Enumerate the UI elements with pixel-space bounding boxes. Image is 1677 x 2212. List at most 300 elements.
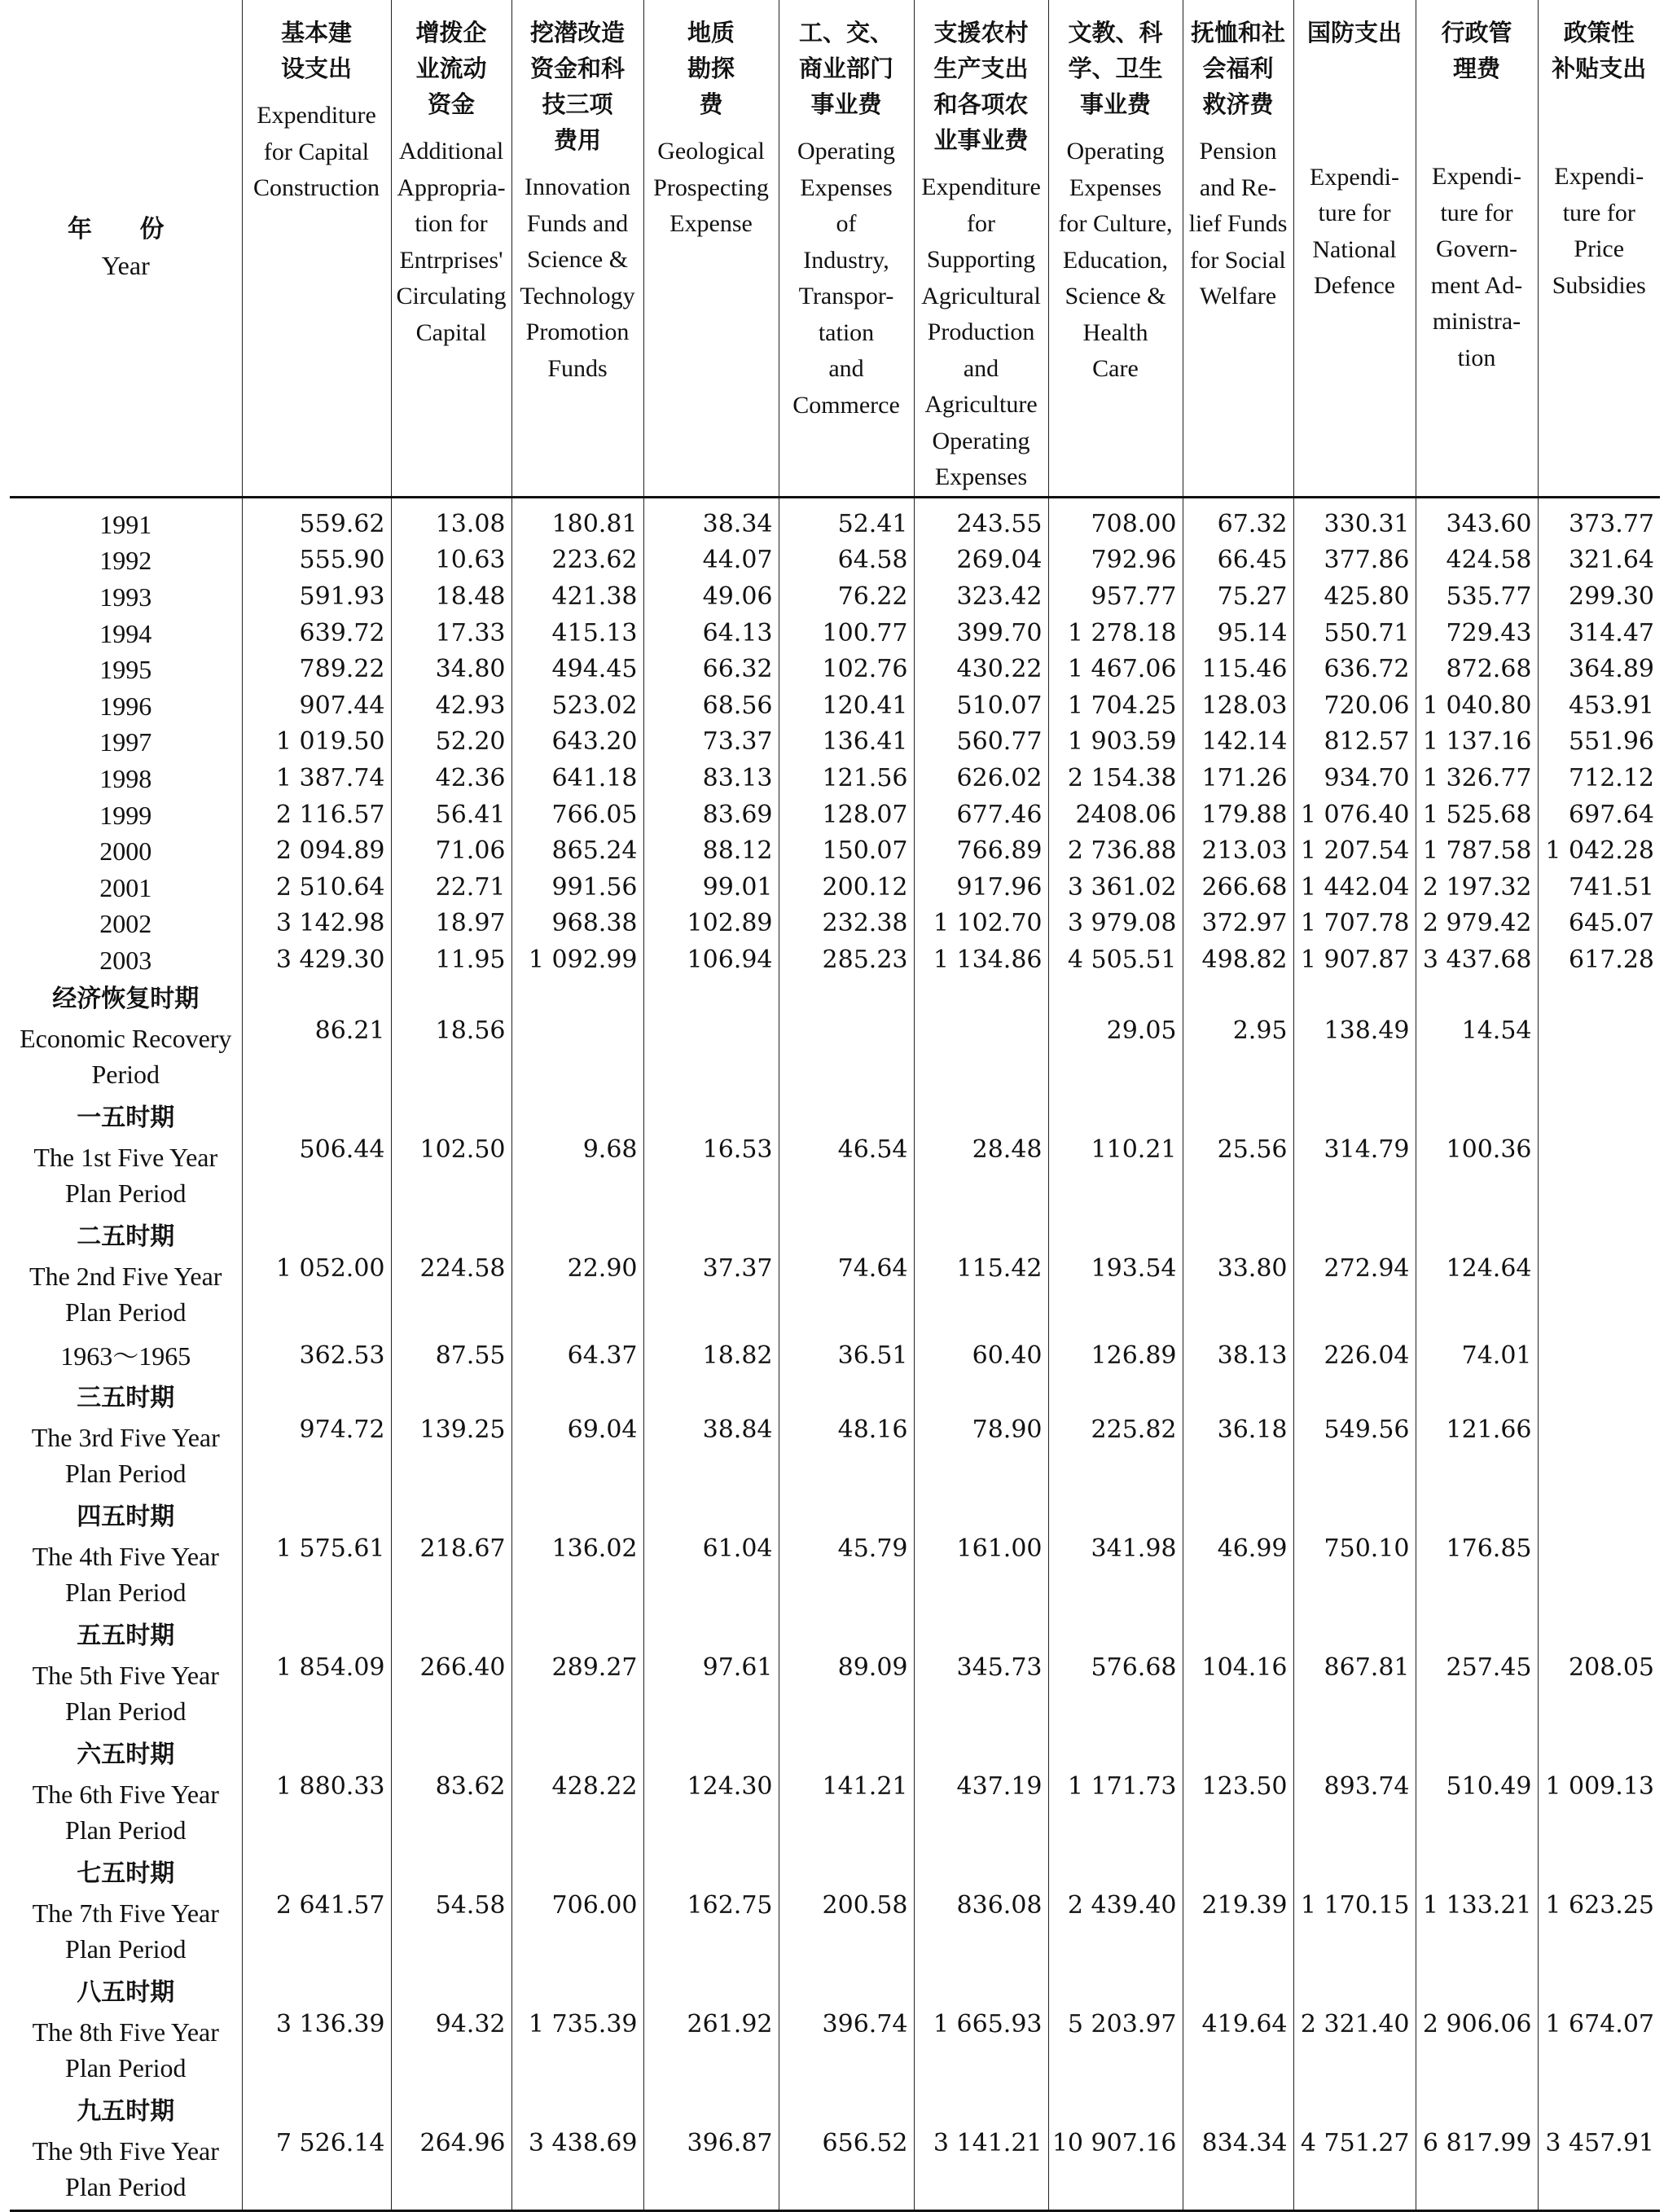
table-cell: 115.46 (1183, 652, 1293, 688)
table-cell: 38.34 (643, 497, 779, 542)
column-header (242, 0, 391, 497)
table-cell: 104.16 (1183, 1615, 1293, 1734)
column-header-zh: 抚恤和社 (1190, 19, 1285, 46)
table-cell: 645.07 (1538, 906, 1660, 942)
column-header-en-line: Operating (797, 138, 895, 165)
table-cell: 560.77 (914, 724, 1048, 761)
table-cell: 83.13 (643, 761, 779, 797)
table-cell: 1 525.68 (1416, 797, 1538, 833)
table-cell: 559.62 (242, 497, 391, 542)
table-cell: 83.62 (391, 1734, 511, 1853)
column-header-en-line: Education, (1062, 246, 1169, 274)
table-cell: 66.45 (1183, 542, 1293, 579)
table-cell: 95.14 (1183, 615, 1293, 652)
column-header-zh: 支援农村 (933, 19, 1029, 46)
table-cell: 10 907.16 (1048, 2091, 1183, 2211)
period-label-zh: 经济恢复时期 (52, 985, 200, 1014)
column-header-en-line: Science & (1065, 283, 1166, 309)
table-cell: 836.08 (914, 1853, 1048, 1972)
column-header-en-line: tation (818, 318, 875, 346)
table-cell (1538, 1377, 1660, 1496)
column-header (779, 0, 914, 497)
column-header-en-line: Expenses (1069, 173, 1162, 201)
period-row (10, 1853, 1660, 1972)
table-cell: 121.66 (1416, 1377, 1538, 1496)
year-header-en: Year (101, 251, 150, 281)
table-cell: 9.68 (511, 1097, 643, 1216)
table-cell: 377.86 (1293, 542, 1416, 579)
table-cell (1538, 978, 1660, 1097)
column-header-zh: 事业费 (1079, 90, 1151, 118)
row-year-label: 2002 (99, 909, 152, 939)
column-header-zh: 资金和科 (529, 55, 625, 82)
table-cell: 88.12 (643, 833, 779, 870)
table-cell: 29.05 (1048, 978, 1183, 1097)
table-cell: 510.07 (914, 687, 1048, 724)
table-cell: 1 880.33 (242, 1734, 391, 1853)
row-year-label: 1991 (99, 509, 152, 539)
table-cell: 550.71 (1293, 615, 1416, 652)
period-row (10, 1615, 1660, 1734)
row-year-label: 1993 (99, 582, 152, 612)
column-header-zh: 事业费 (810, 90, 882, 118)
table-cell: 917.96 (914, 869, 1048, 906)
period-row (10, 1216, 1660, 1335)
table-cell: 213.03 (1183, 833, 1293, 870)
row-period-label (10, 1496, 242, 1615)
table-cell: 974.72 (242, 1377, 391, 1496)
column-header-en-line: Industry, (803, 246, 889, 274)
period-label-en: Plan Period (65, 1178, 187, 1209)
table-cell: 3 141.21 (914, 2091, 1048, 2211)
period-label-zh: 六五时期 (77, 1740, 175, 1770)
column-header-zh: 补贴支出 (1552, 55, 1647, 82)
table-cell: 506.44 (242, 1097, 391, 1216)
column-header-zh: 设支出 (280, 55, 352, 82)
table-cell: 373.77 (1538, 497, 1660, 542)
table-cell (1538, 1496, 1660, 1615)
column-header-en-line: Capital (415, 318, 487, 346)
row-year-label: 1992 (99, 546, 152, 576)
table-cell: 3 429.30 (242, 942, 391, 979)
table-cell: 1 009.13 (1538, 1734, 1660, 1853)
table-cell: 2 116.57 (242, 797, 391, 833)
table-cell: 323.42 (914, 579, 1048, 616)
table-cell: 2 641.57 (242, 1853, 391, 1972)
row-year-label: 1999 (99, 800, 152, 830)
period-label-en: Plan Period (65, 2053, 187, 2083)
expenditure-table (10, 0, 1660, 2212)
table-cell: 364.89 (1538, 652, 1660, 688)
table-cell: 789.22 (242, 652, 391, 688)
table-cell: 269.04 (914, 542, 1048, 579)
table-cell: 720.06 (1293, 687, 1416, 724)
column-header-en-line: ministra- (1432, 308, 1521, 335)
table-cell: 75.27 (1183, 579, 1293, 616)
column-header-en (1185, 134, 1292, 315)
table-cell: 2 736.88 (1048, 833, 1183, 870)
table-cell: 54.58 (391, 1853, 511, 1972)
column-header-en-line: lief Funds (1188, 210, 1288, 237)
column-header (1416, 0, 1538, 497)
period-label-en: The 7th Five Year (32, 1898, 219, 1929)
table-cell: 257.45 (1416, 1615, 1538, 1734)
table-cell: 46.99 (1183, 1496, 1293, 1615)
column-header-en-line: Transpor- (798, 283, 894, 309)
table-cell: 549.56 (1293, 1377, 1416, 1496)
table-cell: 1 707.78 (1293, 906, 1416, 942)
table-cell: 957.77 (1048, 579, 1183, 616)
table-cell: 330.31 (1293, 497, 1416, 542)
table-cell: 28.48 (914, 1097, 1048, 1216)
table-cell: 1 170.15 (1293, 1853, 1416, 1972)
column-header-en (646, 134, 777, 243)
table-cell: 4 751.27 (1293, 2091, 1416, 2211)
column-header-en-line: tion for (415, 210, 488, 237)
table-cell: 52.20 (391, 724, 511, 761)
table-cell: 314.79 (1293, 1097, 1416, 1216)
column-header-en (514, 169, 642, 387)
column-header-en-line: Expenditure (921, 173, 1041, 200)
column-header-en (1540, 86, 1659, 304)
column-header-zh: 业流动 (415, 55, 487, 82)
table-cell: 535.77 (1416, 579, 1538, 616)
column-header-en-line (1296, 123, 1414, 160)
column-header-en-line: Funds (547, 354, 608, 382)
table-row (10, 579, 1660, 616)
table-cell: 1 575.61 (242, 1496, 391, 1615)
table-cell: 64.37 (511, 1335, 643, 1377)
row-year-label: 1996 (99, 691, 152, 721)
column-header-zh: 生产支出 (933, 55, 1029, 82)
table-cell: 1 042.28 (1538, 833, 1660, 870)
column-header-en (781, 134, 912, 424)
column-header-en (1418, 86, 1536, 376)
column-header-zh: 文教、科 (1068, 19, 1163, 46)
table-row (10, 797, 1660, 833)
table-cell: 25.56 (1183, 1097, 1293, 1216)
table-cell: 208.05 (1538, 1615, 1660, 1734)
column-header (643, 0, 779, 497)
year-column-header (10, 0, 242, 497)
table-cell: 1 704.25 (1048, 687, 1183, 724)
table-cell: 18.97 (391, 906, 511, 942)
table-cell: 124.30 (643, 1734, 779, 1853)
column-header-zh: 行政管 (1441, 19, 1512, 46)
table-cell: 1 854.09 (242, 1615, 391, 1734)
table-row (10, 869, 1660, 906)
column-header-en-line: Geological (657, 138, 765, 165)
table-row (10, 497, 1660, 542)
table-cell: 750.10 (1293, 1496, 1416, 1615)
column-header (914, 0, 1048, 497)
table-cell: 52.41 (779, 497, 914, 542)
table-cell: 171.26 (1183, 761, 1293, 797)
table-cell: 76.22 (779, 579, 914, 616)
table-cell: 18.56 (391, 978, 511, 1097)
table-cell: 6 817.99 (1416, 2091, 1538, 2211)
table-cell: 45.79 (779, 1496, 914, 1615)
table-cell: 636.72 (1293, 652, 1416, 688)
table-row (10, 724, 1660, 761)
column-header-en (244, 98, 389, 207)
period-row (10, 978, 1660, 1097)
column-header-en (1051, 134, 1181, 388)
period-label-en: Plan Period (65, 1297, 187, 1328)
column-header-en (393, 134, 510, 351)
column-header-zh: 业事业费 (933, 126, 1029, 154)
table-cell: 430.22 (914, 652, 1048, 688)
table-cell: 510.49 (1416, 1734, 1538, 1853)
column-header (1183, 0, 1293, 497)
table-cell: 792.96 (1048, 542, 1183, 579)
table-cell: 1 278.18 (1048, 615, 1183, 652)
table-cell: 1 171.73 (1048, 1734, 1183, 1853)
row-period-label (10, 1972, 242, 2091)
period-label-en: Plan Period (65, 1696, 187, 1727)
column-header-en-line: Expense (669, 210, 753, 237)
table-cell: 419.64 (1183, 1972, 1293, 2091)
column-header-en (916, 169, 1047, 496)
row-period-label (10, 2091, 242, 2211)
table-cell: 162.75 (643, 1853, 779, 1972)
period-label-en: Plan Period (65, 1934, 187, 1964)
table-cell (1538, 1335, 1660, 1377)
table-cell: 555.90 (242, 542, 391, 579)
column-header-en-line: ture for (1440, 199, 1513, 226)
column-header-zh: 地质 (687, 19, 735, 46)
column-header-en-line: and (963, 354, 999, 382)
period-label-en: The 4th Five Year (32, 1542, 219, 1572)
table-cell: 36.51 (779, 1335, 914, 1377)
column-header-en-line (1296, 50, 1414, 87)
table-cell: 272.94 (1293, 1216, 1416, 1335)
table-cell: 68.56 (643, 687, 779, 724)
column-header-en-line: Pension (1199, 138, 1277, 165)
table-cell: 3 979.08 (1048, 906, 1183, 942)
table-cell: 766.05 (511, 797, 643, 833)
table-cell: 102.76 (779, 652, 914, 688)
table-cell: 1 102.70 (914, 906, 1048, 942)
table-cell: 1 092.99 (511, 942, 643, 979)
table-cell: 218.67 (391, 1496, 511, 1615)
period-label-en: Plan Period (65, 1459, 187, 1489)
table-row (10, 687, 1660, 724)
table-cell: 14.54 (1416, 978, 1538, 1097)
table-cell: 1 907.87 (1293, 942, 1416, 979)
column-header-zh: 技三项 (542, 90, 613, 118)
column-header-en-line: Subsidies (1552, 271, 1646, 299)
period-label-en: Plan Period (65, 2172, 187, 2202)
column-header-zh: 勘探 (687, 55, 735, 82)
year-header-zh: 年 份 (68, 215, 184, 244)
table-cell: 38.13 (1183, 1335, 1293, 1377)
column-header-en-line (1540, 86, 1659, 123)
row-period-label (10, 1097, 242, 1216)
column-header-en-line: Expendi- (1432, 163, 1521, 190)
period-label-en: The 1st Five Year (33, 1143, 218, 1173)
table-cell: 712.12 (1538, 761, 1660, 797)
column-header-en-line: Prospecting (653, 173, 769, 201)
table-cell: 3 136.39 (242, 1972, 391, 2091)
period-label-en: The 2nd Five Year (29, 1262, 222, 1292)
column-header-en-line: Defence (1314, 272, 1395, 299)
column-header-zh: 救济费 (1202, 90, 1274, 118)
table-cell: 139.25 (391, 1377, 511, 1496)
table-cell: 126.89 (1048, 1335, 1183, 1377)
column-header-en-line: Price (1574, 235, 1625, 262)
table-cell: 176.85 (1416, 1496, 1538, 1615)
column-header-en-line: Circulating (396, 283, 507, 309)
row-period-label (10, 1335, 242, 1377)
table-cell: 33.80 (1183, 1216, 1293, 1335)
table-cell: 729.43 (1416, 615, 1538, 652)
column-header-en-line: Welfare (1199, 283, 1277, 309)
table-cell: 128.03 (1183, 687, 1293, 724)
column-header-en-line: Expenses (934, 463, 1028, 490)
table-cell: 60.40 (914, 1335, 1048, 1377)
table-cell: 1 903.59 (1048, 724, 1183, 761)
table-cell: 2.95 (1183, 978, 1293, 1097)
row-period-label (10, 1216, 242, 1335)
period-label-en: The 3rd Five Year (31, 1423, 220, 1453)
column-header-en-line: Promotion (525, 318, 630, 345)
period-label-zh: 二五时期 (77, 1222, 175, 1252)
column-header-en-line: Expenditure (257, 102, 376, 129)
table-cell: 362.53 (242, 1335, 391, 1377)
table-cell: 893.74 (1293, 1734, 1416, 1853)
table-row (10, 761, 1660, 797)
table-cell: 708.00 (1048, 497, 1183, 542)
column-header-en-line: Expenses (800, 173, 893, 201)
table-cell: 2 439.40 (1048, 1853, 1183, 1972)
column-header-en-line: Care (1092, 355, 1139, 382)
row-year-label: 1998 (99, 763, 152, 793)
table-cell: 99.01 (643, 869, 779, 906)
table-cell: 1 134.86 (914, 942, 1048, 979)
row-period-label (10, 978, 242, 1097)
table-cell: 639.72 (242, 615, 391, 652)
table-cell: 128.07 (779, 797, 914, 833)
table-cell: 66.32 (643, 652, 779, 688)
table-cell: 812.57 (1293, 724, 1416, 761)
table-cell: 285.23 (779, 942, 914, 979)
row-year-label: 2003 (99, 945, 152, 975)
column-header-zh: 会福利 (1202, 55, 1274, 82)
column-header-en-line: tion (1457, 344, 1496, 371)
table-cell: 261.92 (643, 1972, 779, 2091)
table-cell: 200.12 (779, 869, 914, 906)
table-cell: 150.07 (779, 833, 914, 870)
table-cell: 1 674.07 (1538, 1972, 1660, 2091)
table-cell: 396.87 (643, 2091, 779, 2211)
table-cell: 219.39 (1183, 1853, 1293, 1972)
column-header-en-line: Govern- (1436, 235, 1517, 262)
table-cell: 551.96 (1538, 724, 1660, 761)
table-cell: 17.33 (391, 615, 511, 652)
period-row (10, 1097, 1660, 1216)
table-cell: 34.80 (391, 652, 511, 688)
table-cell: 67.32 (1183, 497, 1293, 542)
table-cell: 437.19 (914, 1734, 1048, 1853)
table-cell: 225.82 (1048, 1377, 1183, 1496)
table-cell: 1 623.25 (1538, 1853, 1660, 1972)
column-header-zh: 理费 (1452, 55, 1500, 82)
table-cell: 141.21 (779, 1734, 914, 1853)
table-cell: 78.90 (914, 1377, 1048, 1496)
column-header-zh: 学、卫生 (1068, 55, 1163, 82)
table-header (10, 0, 1660, 497)
column-header-en-line: for Capital (263, 138, 370, 165)
table-cell: 396.74 (779, 1972, 914, 2091)
row-period-label (10, 1377, 242, 1496)
table-cell: 106.94 (643, 942, 779, 979)
table-cell: 266.68 (1183, 869, 1293, 906)
row-period-label (10, 1615, 242, 1734)
table-cell: 42.36 (391, 761, 511, 797)
table-cell: 1 019.50 (242, 724, 391, 761)
table-cell: 576.68 (1048, 1615, 1183, 1734)
table-cell: 321.64 (1538, 542, 1660, 579)
column-header-en-line: Additional (398, 138, 504, 165)
table-cell: 617.28 (1538, 942, 1660, 979)
table-cell: 49.06 (643, 579, 779, 616)
table-cell: 3 142.98 (242, 906, 391, 942)
table-cell: 94.32 (391, 1972, 511, 2091)
table-cell: 706.00 (511, 1853, 643, 1972)
table-cell: 1 442.04 (1293, 869, 1416, 906)
table-cell: 64.58 (779, 542, 914, 579)
column-header-en-line: for Culture, (1058, 210, 1173, 237)
period-label-en: Economic Recovery (20, 1024, 232, 1054)
table-cell: 226.04 (1293, 1335, 1416, 1377)
column-header-en-line: Expendi- (1554, 163, 1644, 190)
row-year-label: 2001 (99, 872, 152, 902)
table-cell: 121.56 (779, 761, 914, 797)
table-cell: 5 203.97 (1048, 1972, 1183, 2091)
column-header-en-line: Operating (932, 427, 1030, 454)
table-cell: 64.13 (643, 615, 779, 652)
table-cell: 453.91 (1538, 687, 1660, 724)
column-header-en-line (1418, 86, 1536, 123)
table-cell: 643.20 (511, 724, 643, 761)
table-cell: 834.34 (1183, 2091, 1293, 2211)
column-header-en-line: Expendi- (1310, 163, 1399, 191)
table-cell: 314.47 (1538, 615, 1660, 652)
period-row (10, 1734, 1660, 1853)
period-label-zh: 九五时期 (77, 2097, 175, 2126)
table-cell: 697.64 (1538, 797, 1660, 833)
table-cell: 2 197.32 (1416, 869, 1538, 906)
table-row (10, 942, 1660, 979)
table-cell: 120.41 (779, 687, 914, 724)
table-cell: 11.95 (391, 942, 511, 979)
table-cell: 766.89 (914, 833, 1048, 870)
table-cell: 264.96 (391, 2091, 511, 2211)
table-cell: 677.46 (914, 797, 1048, 833)
table-cell: 867.81 (1293, 1615, 1416, 1734)
table-cell: 115.42 (914, 1216, 1048, 1335)
period-label-zh: 三五时期 (77, 1384, 175, 1413)
column-header-zh: 政策性 (1563, 19, 1635, 46)
row-year-label: 1995 (99, 655, 152, 685)
table-cell: 138.49 (1293, 978, 1416, 1097)
column-header-zh: 费用 (553, 126, 601, 154)
period-label-zh: 五五时期 (77, 1622, 175, 1651)
column-header-en-line: Operating (1066, 138, 1165, 165)
row-year-label: 1994 (99, 618, 152, 648)
table-cell: 1 787.58 (1416, 833, 1538, 870)
